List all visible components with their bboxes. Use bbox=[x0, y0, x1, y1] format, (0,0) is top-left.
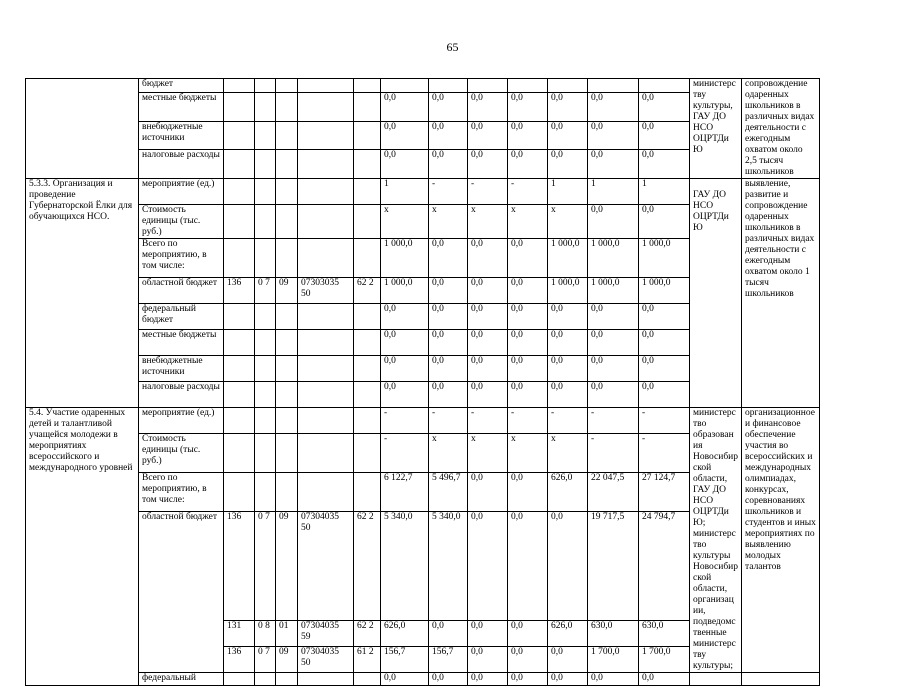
budget-table bbox=[25, 78, 905, 686]
pr-code bbox=[276, 304, 298, 330]
value-cell: x bbox=[381, 205, 429, 239]
value-cell: 0,0 bbox=[588, 92, 639, 121]
grbs-code bbox=[224, 179, 255, 205]
rz-code bbox=[255, 239, 276, 278]
value-cell: 0,0 bbox=[639, 121, 690, 150]
table-row bbox=[26, 79, 905, 93]
value-cell: 27 124,7 bbox=[639, 473, 690, 512]
source-label: мероприятие (ед.) bbox=[139, 179, 224, 205]
value-cell: 0,0 bbox=[588, 205, 639, 239]
grbs-code bbox=[224, 92, 255, 121]
value-cell: 0,0 bbox=[508, 239, 548, 278]
source-label: Стоимость единицы (тыс. руб.) bbox=[139, 205, 224, 239]
value-cell: 0,0 bbox=[468, 92, 508, 121]
value-cell: 1 bbox=[639, 179, 690, 205]
value-cell: 0,0 bbox=[429, 239, 468, 278]
vr-code bbox=[354, 408, 381, 434]
value-cell: 0,0 bbox=[508, 512, 548, 621]
value-cell: x bbox=[508, 434, 548, 473]
value-cell: 0,0 bbox=[381, 150, 429, 179]
pr-code: 01 bbox=[276, 621, 298, 647]
value-cell: 1 000,0 bbox=[588, 239, 639, 278]
value-cell: 630,0 bbox=[588, 621, 639, 647]
pr-code: 09 bbox=[276, 278, 298, 304]
csr-code bbox=[298, 79, 354, 93]
value-cell: 19 717,5 bbox=[588, 512, 639, 621]
rz-code: 0 7 bbox=[255, 647, 276, 673]
value-cell: 1 700,0 bbox=[588, 647, 639, 673]
grbs-code bbox=[224, 121, 255, 150]
value-cell bbox=[508, 79, 548, 93]
csr-code bbox=[298, 121, 354, 150]
value-cell: 0,0 bbox=[429, 278, 468, 304]
value-cell: 24 794,7 bbox=[639, 512, 690, 621]
value-cell: 0,0 bbox=[508, 330, 548, 356]
value-cell: 0,0 bbox=[639, 356, 690, 382]
csr-code bbox=[298, 673, 354, 686]
vr-code: 62 2 bbox=[354, 621, 381, 647]
program-item-executor: министерству культуры, ГАУ ДО НСО ОЦРТДиЮ bbox=[690, 79, 742, 179]
value-cell: 1 000,0 bbox=[381, 278, 429, 304]
pr-code bbox=[276, 121, 298, 150]
value-cell: 0,0 bbox=[588, 673, 639, 686]
csr-code: 07304035 50 bbox=[298, 512, 354, 621]
value-cell bbox=[468, 79, 508, 93]
value-cell: 0,0 bbox=[508, 92, 548, 121]
value-cell: - bbox=[381, 408, 429, 434]
value-cell: 0,0 bbox=[639, 92, 690, 121]
rz-code: 0 7 bbox=[255, 278, 276, 304]
rz-code bbox=[255, 179, 276, 205]
source-label: мероприятие (ед.) bbox=[139, 408, 224, 434]
vr-code bbox=[354, 356, 381, 382]
empty-cell bbox=[742, 673, 820, 686]
vr-code bbox=[354, 150, 381, 179]
csr-code: 07304035 59 bbox=[298, 621, 354, 647]
rz-code bbox=[255, 356, 276, 382]
value-cell: 5 340,0 bbox=[429, 512, 468, 621]
rz-code bbox=[255, 673, 276, 686]
program-item-executor: министерство образования Новосибирской области, ГАУ ДО НСО ОЦРТДиЮ; министерство культуры Новосибирской области, организации, подведомственные министерству культуры; bbox=[690, 408, 742, 673]
rz-code: 0 7 bbox=[255, 512, 276, 621]
value-cell: 0,0 bbox=[508, 150, 548, 179]
value-cell: 0,0 bbox=[468, 330, 508, 356]
value-cell: x bbox=[468, 434, 508, 473]
value-cell: 0,0 bbox=[429, 330, 468, 356]
pr-code bbox=[276, 473, 298, 512]
value-cell: 0,0 bbox=[588, 304, 639, 330]
vr-code bbox=[354, 79, 381, 93]
value-cell: - bbox=[468, 408, 508, 434]
value-cell: 0,0 bbox=[639, 304, 690, 330]
value-cell: 0,0 bbox=[381, 382, 429, 408]
value-cell: 0,0 bbox=[468, 647, 508, 673]
value-cell: 0,0 bbox=[468, 356, 508, 382]
pr-code bbox=[276, 356, 298, 382]
program-item-executor: ГАУ ДО НСО ОЦРТДиЮ bbox=[690, 179, 742, 408]
pr-code: 09 bbox=[276, 512, 298, 621]
pr-code bbox=[276, 330, 298, 356]
value-cell: 0,0 bbox=[588, 121, 639, 150]
value-cell bbox=[381, 79, 429, 93]
value-cell: 1 bbox=[548, 179, 588, 205]
value-cell: 0,0 bbox=[468, 673, 508, 686]
value-cell bbox=[588, 79, 639, 93]
table-row bbox=[26, 408, 905, 434]
grbs-code bbox=[224, 79, 255, 93]
grbs-code bbox=[224, 304, 255, 330]
value-cell: 0,0 bbox=[639, 330, 690, 356]
page-number: 65 bbox=[0, 40, 905, 55]
value-cell: 0,0 bbox=[508, 304, 548, 330]
value-cell: 0,0 bbox=[548, 673, 588, 686]
grbs-code: 136 bbox=[224, 647, 255, 673]
rz-code bbox=[255, 408, 276, 434]
value-cell: 0,0 bbox=[508, 382, 548, 408]
source-label: внебюджетные источники bbox=[139, 121, 224, 150]
value-cell: 630,0 bbox=[639, 621, 690, 647]
pr-code bbox=[276, 92, 298, 121]
value-cell: 1 000,0 bbox=[639, 278, 690, 304]
value-cell: 1 000,0 bbox=[548, 278, 588, 304]
vr-code bbox=[354, 382, 381, 408]
value-cell: x bbox=[468, 205, 508, 239]
program-item-name: 5.4. Участие одаренных детей и талантливой учащейся молодежи в мероприятиях всероссийского и международного уровней bbox=[26, 408, 139, 686]
value-cell: - bbox=[548, 408, 588, 434]
value-cell: 0,0 bbox=[429, 382, 468, 408]
empty-cell bbox=[690, 673, 742, 686]
source-label: налоговые расходы bbox=[139, 382, 224, 408]
value-cell: 0,0 bbox=[468, 304, 508, 330]
value-cell: 626,0 bbox=[548, 621, 588, 647]
value-cell: 0,0 bbox=[548, 150, 588, 179]
table-row bbox=[26, 673, 905, 686]
value-cell: - bbox=[468, 179, 508, 205]
csr-code bbox=[298, 356, 354, 382]
value-cell: x bbox=[429, 434, 468, 473]
vr-code bbox=[354, 239, 381, 278]
source-label: Стоимость единицы (тыс. руб.) bbox=[139, 434, 224, 473]
grbs-code: 136 bbox=[224, 278, 255, 304]
rz-code bbox=[255, 330, 276, 356]
value-cell: 156,7 bbox=[429, 647, 468, 673]
value-cell: - bbox=[429, 179, 468, 205]
value-cell: 0,0 bbox=[588, 150, 639, 179]
budget-table-body bbox=[26, 79, 905, 686]
value-cell: 0,0 bbox=[381, 304, 429, 330]
value-cell: 0,0 bbox=[429, 304, 468, 330]
value-cell: 0,0 bbox=[468, 512, 508, 621]
program-item-result: организационное и финансовое обеспечение участия во всероссийских и международных олимпиадах, конкурсах, соревнованиях школьников и студентов и иных мероприятиях по выявлению молодых талантов bbox=[742, 408, 820, 673]
pr-code bbox=[276, 408, 298, 434]
value-cell: 626,0 bbox=[381, 621, 429, 647]
value-cell: 0,0 bbox=[429, 121, 468, 150]
value-cell: 0,0 bbox=[429, 92, 468, 121]
program-item-result: выявление, развитие и сопровождение одаренных школьников в различных видах деятельности с ежегодным охватом около 1 тысяч школьников bbox=[742, 179, 820, 408]
value-cell: 5 496,7 bbox=[429, 473, 468, 512]
csr-code bbox=[298, 150, 354, 179]
value-cell: - bbox=[508, 179, 548, 205]
value-cell: 0,0 bbox=[508, 647, 548, 673]
pr-code: 09 bbox=[276, 647, 298, 673]
vr-code bbox=[354, 330, 381, 356]
value-cell: 0,0 bbox=[381, 92, 429, 121]
value-cell: 0,0 bbox=[508, 621, 548, 647]
value-cell: 0,0 bbox=[508, 356, 548, 382]
value-cell: - bbox=[588, 408, 639, 434]
source-label: внебюджетные источники bbox=[139, 356, 224, 382]
value-cell: - bbox=[639, 434, 690, 473]
value-cell: 0,0 bbox=[508, 121, 548, 150]
value-cell: 0,0 bbox=[588, 330, 639, 356]
grbs-code bbox=[224, 382, 255, 408]
grbs-code bbox=[224, 473, 255, 512]
value-cell: x bbox=[548, 434, 588, 473]
csr-code bbox=[298, 330, 354, 356]
pr-code bbox=[276, 239, 298, 278]
value-cell: 0,0 bbox=[588, 382, 639, 408]
value-cell: 0,0 bbox=[548, 512, 588, 621]
value-cell: 0,0 bbox=[639, 205, 690, 239]
source-label: федеральный bbox=[139, 673, 224, 686]
vr-code: 61 2 bbox=[354, 647, 381, 673]
value-cell: 0,0 bbox=[429, 150, 468, 179]
rz-code bbox=[255, 92, 276, 121]
program-item-name: 5.3.3. Организация и проведение Губернаторской Ёлки для обучающихся НСО. bbox=[26, 179, 139, 408]
program-item-result: сопровождение одаренных школьников в различных видах деятельности с ежегодным охватом около 2,5 тысяч школьников bbox=[742, 79, 820, 179]
rz-code bbox=[255, 79, 276, 93]
value-cell: 0,0 bbox=[588, 356, 639, 382]
value-cell: - bbox=[639, 408, 690, 434]
pr-code bbox=[276, 179, 298, 205]
vr-code bbox=[354, 673, 381, 686]
value-cell: 0,0 bbox=[429, 673, 468, 686]
value-cell: 0,0 bbox=[429, 621, 468, 647]
source-label: бюджет bbox=[139, 79, 224, 93]
source-label: налоговые расходы bbox=[139, 150, 224, 179]
source-label: областной бюджет bbox=[139, 278, 224, 304]
value-cell: 0,0 bbox=[548, 647, 588, 673]
value-cell bbox=[639, 79, 690, 93]
value-cell: 1 bbox=[588, 179, 639, 205]
vr-code: 62 2 bbox=[354, 512, 381, 621]
vr-code bbox=[354, 434, 381, 473]
grbs-code bbox=[224, 205, 255, 239]
pr-code bbox=[276, 673, 298, 686]
pr-code bbox=[276, 150, 298, 179]
value-cell: 1 000,0 bbox=[588, 278, 639, 304]
rz-code bbox=[255, 304, 276, 330]
vr-code: 62 2 bbox=[354, 278, 381, 304]
rz-code bbox=[255, 121, 276, 150]
source-label: местные бюджеты bbox=[139, 92, 224, 121]
grbs-code: 131 bbox=[224, 621, 255, 647]
value-cell: 1 000,0 bbox=[381, 239, 429, 278]
value-cell: - bbox=[381, 434, 429, 473]
value-cell: 0,0 bbox=[429, 356, 468, 382]
value-cell: 0,0 bbox=[468, 121, 508, 150]
value-cell: - bbox=[429, 408, 468, 434]
value-cell: 0,0 bbox=[548, 92, 588, 121]
value-cell: 0,0 bbox=[468, 382, 508, 408]
value-cell: 0,0 bbox=[548, 356, 588, 382]
csr-code: 07303035 50 bbox=[298, 278, 354, 304]
table-row bbox=[26, 179, 905, 205]
rz-code bbox=[255, 382, 276, 408]
value-cell: 0,0 bbox=[468, 473, 508, 512]
csr-code bbox=[298, 205, 354, 239]
value-cell: 0,0 bbox=[381, 356, 429, 382]
value-cell: 0,0 bbox=[548, 121, 588, 150]
rz-code bbox=[255, 434, 276, 473]
value-cell: 6 122,7 bbox=[381, 473, 429, 512]
value-cell: 0,0 bbox=[508, 278, 548, 304]
csr-code bbox=[298, 179, 354, 205]
value-cell: 22 047,5 bbox=[588, 473, 639, 512]
grbs-code: 136 bbox=[224, 512, 255, 621]
value-cell: 1 000,0 bbox=[639, 239, 690, 278]
pr-code bbox=[276, 434, 298, 473]
value-cell: x bbox=[548, 205, 588, 239]
value-cell: 156,7 bbox=[381, 647, 429, 673]
vr-code bbox=[354, 179, 381, 205]
grbs-code bbox=[224, 150, 255, 179]
value-cell: 626,0 bbox=[548, 473, 588, 512]
pr-code bbox=[276, 382, 298, 408]
value-cell: 0,0 bbox=[381, 121, 429, 150]
value-cell: 0,0 bbox=[639, 382, 690, 408]
csr-code: 07304035 50 bbox=[298, 647, 354, 673]
pr-code bbox=[276, 79, 298, 93]
csr-code bbox=[298, 473, 354, 512]
value-cell: - bbox=[508, 408, 548, 434]
value-cell: 0,0 bbox=[468, 239, 508, 278]
grbs-code bbox=[224, 434, 255, 473]
value-cell: x bbox=[508, 205, 548, 239]
grbs-code bbox=[224, 239, 255, 278]
value-cell bbox=[548, 79, 588, 93]
value-cell: x bbox=[429, 205, 468, 239]
value-cell: 5 340,0 bbox=[381, 512, 429, 621]
value-cell: 0,0 bbox=[639, 673, 690, 686]
value-cell: - bbox=[588, 434, 639, 473]
value-cell: 0,0 bbox=[548, 304, 588, 330]
value-cell: 0,0 bbox=[468, 621, 508, 647]
value-cell: 1 bbox=[381, 179, 429, 205]
grbs-code bbox=[224, 330, 255, 356]
value-cell bbox=[429, 79, 468, 93]
csr-code bbox=[298, 382, 354, 408]
grbs-code bbox=[224, 673, 255, 686]
rz-code: 0 8 bbox=[255, 621, 276, 647]
source-label: Всего по мероприятию, в том числе: bbox=[139, 473, 224, 512]
vr-code bbox=[354, 92, 381, 121]
vr-code bbox=[354, 304, 381, 330]
value-cell: 1 000,0 bbox=[548, 239, 588, 278]
csr-code bbox=[298, 304, 354, 330]
source-label: областной бюджет bbox=[139, 512, 224, 673]
rz-code bbox=[255, 473, 276, 512]
value-cell: 0,0 bbox=[508, 673, 548, 686]
value-cell: 0,0 bbox=[468, 278, 508, 304]
csr-code bbox=[298, 434, 354, 473]
program-item-name bbox=[26, 79, 139, 179]
rz-code bbox=[255, 205, 276, 239]
value-cell: 0,0 bbox=[548, 382, 588, 408]
csr-code bbox=[298, 239, 354, 278]
rz-code bbox=[255, 150, 276, 179]
vr-code bbox=[354, 121, 381, 150]
grbs-code bbox=[224, 356, 255, 382]
vr-code bbox=[354, 205, 381, 239]
value-cell: 0,0 bbox=[548, 330, 588, 356]
source-label: местные бюджеты bbox=[139, 330, 224, 356]
pr-code bbox=[276, 205, 298, 239]
value-cell: 0,0 bbox=[468, 150, 508, 179]
csr-code bbox=[298, 92, 354, 121]
source-label: федеральный бюджет bbox=[139, 304, 224, 330]
value-cell: 0,0 bbox=[639, 150, 690, 179]
grbs-code bbox=[224, 408, 255, 434]
value-cell: 1 700,0 bbox=[639, 647, 690, 673]
value-cell: 0,0 bbox=[381, 330, 429, 356]
vr-code bbox=[354, 473, 381, 512]
value-cell: 0,0 bbox=[381, 673, 429, 686]
source-label: Всего по мероприятию, в том числе: bbox=[139, 239, 224, 278]
csr-code bbox=[298, 408, 354, 434]
value-cell: 0,0 bbox=[508, 473, 548, 512]
